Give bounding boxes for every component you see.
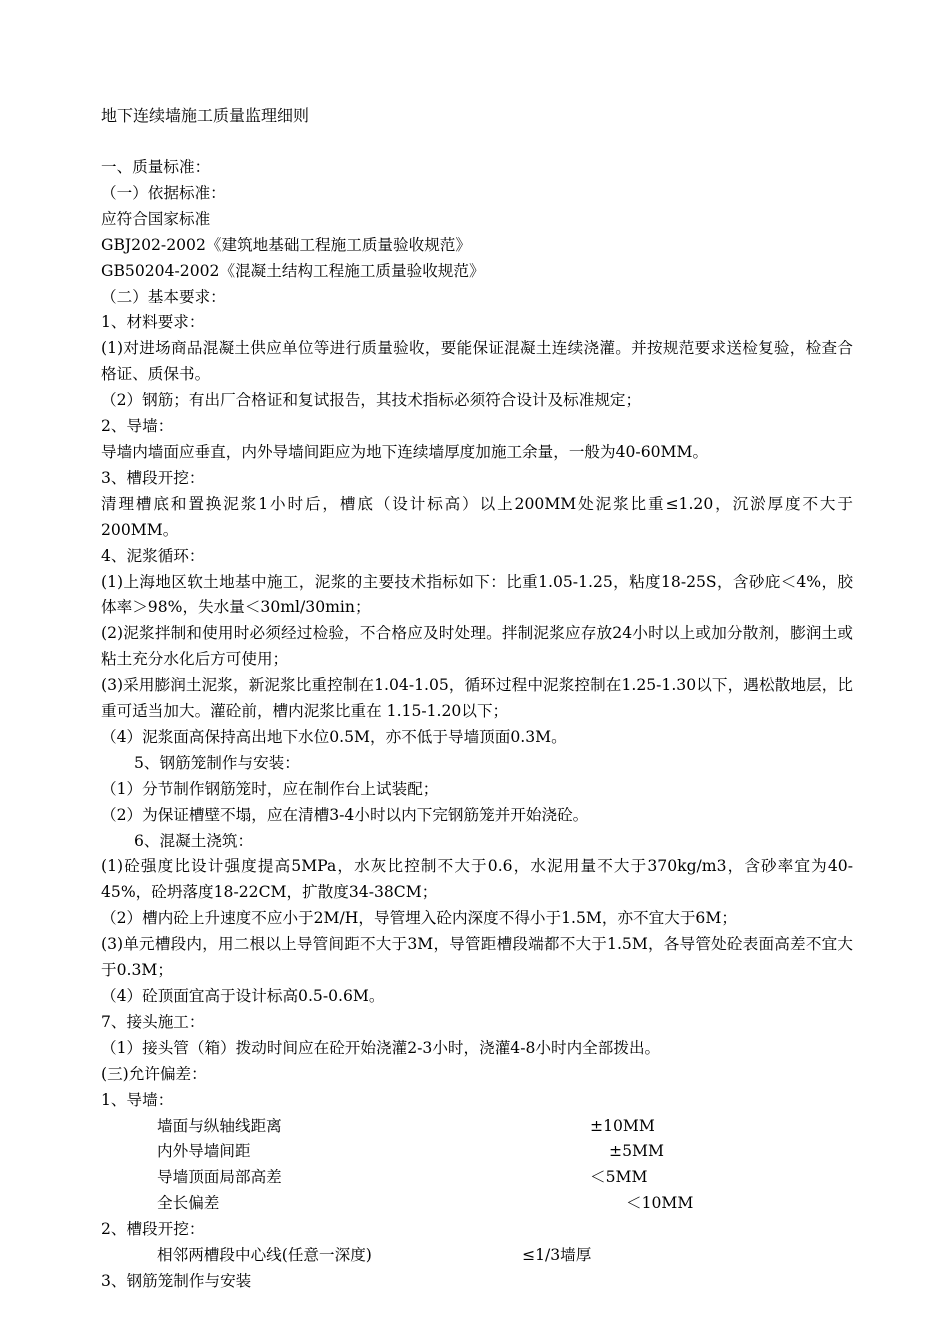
tolerance-value: ＜10MM	[626, 1194, 694, 1213]
subheading-allowed-deviation: (三)允许偏差：	[101, 1064, 207, 1083]
tolerance-label: 墙面与纵轴线距离	[157, 1116, 282, 1135]
tolerance-row	[101, 1165, 853, 1191]
paragraph: (1)对进场商品混凝土供应单位等进行质量验收，要能保证混凝土连续浇灌。并按规范要求送检复验，检查合格证、质保书。	[101, 339, 853, 384]
paragraph: （2）槽内砼上升速度不应小于2M/H，导管埋入砼内深度不得小于1.5M，亦不宜大于6M；	[101, 909, 737, 928]
tolerance-label: 内外导墙间距	[157, 1142, 251, 1161]
standard-reference: GB50204-2002《混凝土结构工程施工质量验收规范》	[101, 261, 485, 280]
section-heading: 1、导墙：	[101, 1090, 174, 1109]
paragraph: 导墙内墙面应垂直，内外导墙间距应为地下连续墙厚度加施工余量，一般为40-60MM。	[101, 442, 709, 461]
heading-quality-standard: 一、质量标准：	[101, 158, 211, 176]
section-heading: 6、混凝土浇筑：	[134, 831, 254, 850]
paragraph: （4）砼顶面宜高于设计标高0.5-0.6M。	[101, 987, 385, 1005]
section-heading: 3、钢筋笼制作与安装	[101, 1271, 252, 1290]
tolerance-value: ≤1/3墙厚	[522, 1246, 592, 1264]
tolerance-label: 相邻两槽段中心线(任意一深度)	[157, 1246, 372, 1264]
section-heading: 2、导墙：	[101, 417, 174, 436]
subheading-basis-standard: （一）依据标准：	[101, 183, 226, 202]
section-heading: 7、接头施工：	[101, 1012, 205, 1031]
tolerance-row	[101, 1243, 853, 1269]
section-heading: 2、槽段开挖：	[101, 1220, 205, 1239]
paragraph: (1)上海地区软土地基中施工，泥浆的主要技术指标如下：比重1.05-1.25，粘度18-25S，含砂庇＜4%，胶体率＞98%，失水量＜30ml/30min；	[101, 572, 853, 617]
paragraph: （4）泥浆面高保持高出地下水位0.5M，亦不低于导墙顶面0.3M。	[101, 727, 567, 746]
tolerance-row	[101, 1191, 853, 1217]
paragraph: （2）钢筋；有出厂合格证和复试报告，其技术指标必须符合设计及标准规定；	[101, 391, 642, 410]
section-heading: 4、泥浆循环：	[101, 546, 205, 565]
tolerance-label: 导墙顶面局部高差	[157, 1168, 282, 1187]
paragraph: 清理槽底和置换泥浆1小时后，槽底（设计标高）以上200MM处泥浆比重≤1.20，沉淤厚度不大于200MM。	[101, 494, 853, 539]
tolerance-row	[101, 1139, 853, 1165]
paragraph: (2)泥浆拌制和使用时必须经过检验，不合格应及时处理。拌制泥浆应存放24小时以上或加分散剂，膨润土或粘土充分水化后方可使用；	[101, 624, 853, 669]
section-heading: 1、材料要求：	[101, 313, 205, 332]
standard-reference: GBJ202-2002《建筑地基础工程施工质量验收规范》	[101, 235, 471, 254]
tolerance-row	[101, 1114, 853, 1140]
paragraph: (1)砼强度比设计强度提高5MPa，水灰比控制不大于0.6，水泥用量不大于370kg/m3，含砂率宜为40-45%，砼坍落度18-22CM，扩散度34-38CM；	[101, 857, 853, 902]
document-title: 地下连续墙施工质量监理细则	[101, 106, 310, 125]
section-heading: 5、钢筋笼制作与安装：	[134, 753, 300, 772]
tolerance-value: ±5MM	[609, 1142, 664, 1161]
paragraph: 应符合国家标准	[101, 209, 211, 228]
document-body	[101, 155, 853, 1295]
paragraph: （1）接头管（箱）拨动时间应在砼开始浇灌2-3小时，浇灌4-8小时内全部拨出。	[101, 1038, 661, 1057]
paragraph: （1）分节制作钢筋笼时，应在制作台上试装配；	[101, 779, 439, 798]
paragraph: (3)单元槽段内，用二根以上导管间距不大于3M，导管距槽段端都不大于1.5M，各导管处砼表面高差不宜大于0.3M；	[101, 935, 853, 980]
tolerance-value: ±10MM	[590, 1116, 655, 1135]
tolerance-value: ＜5MM	[590, 1168, 648, 1187]
tolerance-label: 全长偏差	[157, 1194, 220, 1213]
paragraph: (3)采用膨润土泥浆，新泥浆比重控制在1.04-1.05，循环过程中泥浆控制在1.25-1.30以下，遇松散地层，比重可适当加大。灌砼前，槽内泥浆比重在 1.15-1.20以下；	[101, 676, 853, 721]
subheading-basic-requirements: （二）基本要求：	[101, 287, 226, 306]
section-heading: 3、槽段开挖：	[101, 468, 205, 487]
paragraph: （2）为保证槽壁不塌，应在清槽3-4小时以内下完钢筋笼并开始浇砼。	[101, 805, 589, 824]
